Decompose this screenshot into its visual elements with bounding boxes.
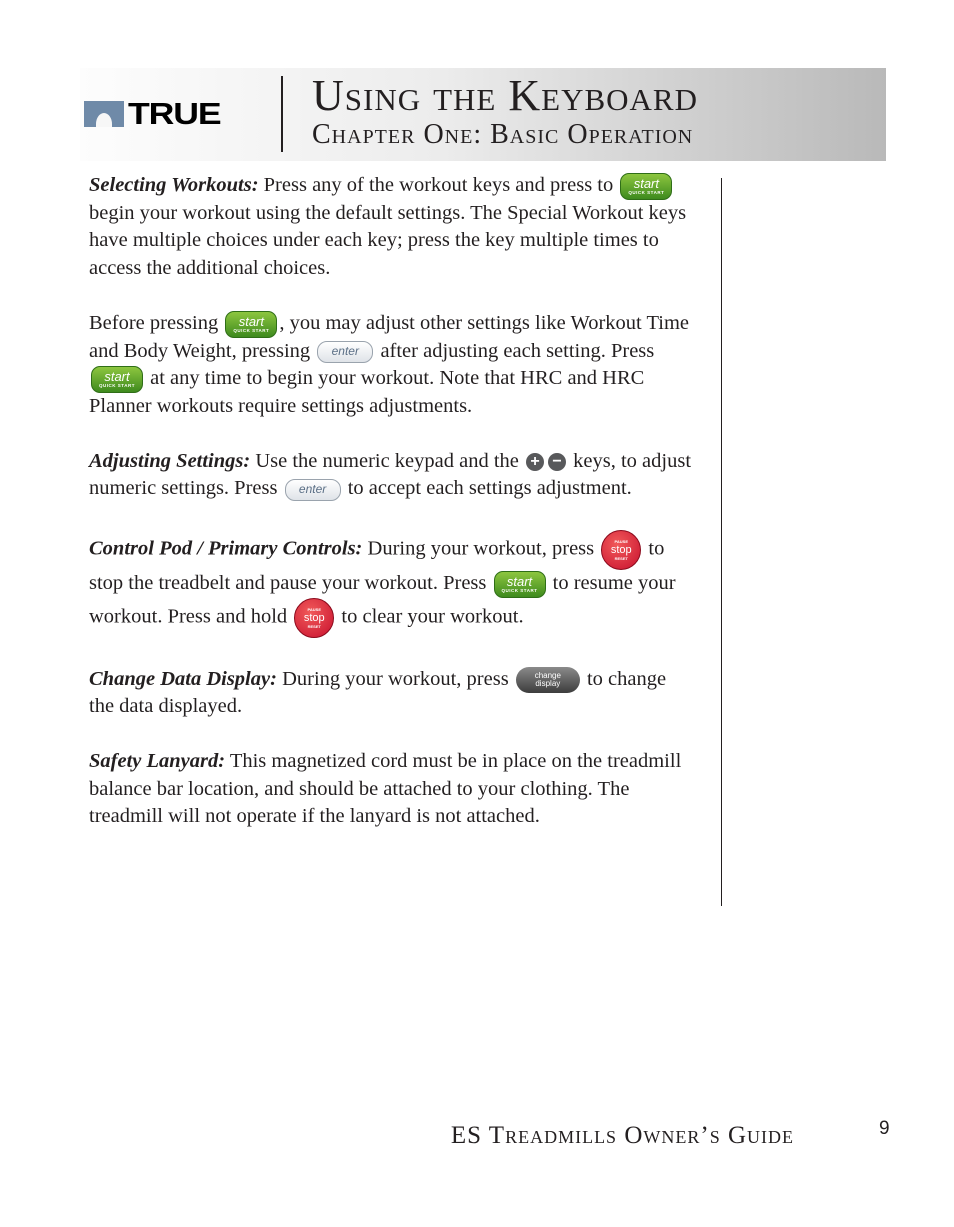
stop-top-label: PAUSE: [307, 607, 322, 613]
text: Use the numeric keypad and the: [250, 449, 525, 472]
text: at any time to begin your workout. Note that HRC and HRC Planner workouts require settings adjustments.: [89, 367, 645, 417]
enter-key-icon: enter: [317, 341, 373, 363]
page-title: Using the Keyboard: [312, 71, 698, 120]
text: During your workout, press: [362, 538, 600, 561]
text: During your workout, press: [276, 667, 514, 690]
start-key-icon: [225, 311, 277, 338]
text: , you may adjust other settings like Workout Time and Body Weight, pressing: [89, 311, 690, 362]
stop-label: stop: [303, 612, 325, 625]
start-sublabel: QUICK START: [501, 588, 538, 594]
text: to clear your workout.: [336, 605, 524, 628]
text: after adjusting each setting. Press: [375, 339, 655, 362]
lead-heading: Adjusting Settings:: [89, 449, 251, 472]
chapter-subtitle: Chapter One: Basic Operation: [312, 119, 694, 150]
logo-text: TRUE: [128, 96, 221, 131]
start-key-icon: [494, 571, 546, 598]
start-label: start: [104, 368, 130, 384]
start-label: start: [238, 313, 264, 329]
plus-key-icon: +: [526, 453, 544, 471]
stop-label: stop: [610, 544, 632, 557]
stop-bottom-label: RESET: [614, 556, 628, 562]
text: to resume your workout. Press and hold: [89, 572, 676, 628]
start-label: start: [633, 175, 660, 191]
lead-heading: Safety Lanyard:: [89, 750, 226, 773]
minus-key-icon: −: [548, 453, 566, 471]
text: begin your workout using the default settings. The Special Workout keys have multiple choices under each key; press the key multiple times to access the additional choices.: [89, 201, 687, 279]
start-label: start: [506, 574, 533, 590]
logo-arc-icon: [84, 101, 124, 127]
change-label: change: [534, 670, 561, 680]
text: Before pressing: [89, 311, 224, 334]
paragraph-safety-lanyard: [89, 748, 695, 831]
text: keys, to adjust numeric settings. Press: [89, 449, 692, 500]
body-text: [89, 172, 695, 858]
stop-key-icon: [294, 598, 334, 638]
guide-title: ES Treadmills Owner’s Guide: [450, 1122, 794, 1149]
start-sublabel: QUICK START: [233, 327, 270, 333]
text: This magnetized cord must be in place on the treadmill balance bar location, and should be attached to your clothing. The treadmill will not operate if the lanyard is not attached.: [89, 750, 682, 828]
paragraph-change-display: [89, 666, 695, 721]
paragraph-selecting-workouts: [89, 172, 695, 282]
text: to change the data displayed.: [89, 667, 667, 718]
text: to stop the treadbelt and pause your workout. Press: [89, 538, 665, 595]
paragraph-adjusting-settings: [89, 448, 695, 503]
change-display-key-icon: [516, 667, 580, 693]
page-number: 9: [879, 1118, 890, 1139]
paragraph-control-pod: [89, 530, 695, 638]
text: Press any of the workout keys and press to: [258, 174, 619, 196]
paragraph-before-pressing: [89, 310, 695, 421]
column-rule: [721, 178, 722, 906]
stop-top-label: PAUSE: [614, 539, 628, 545]
lead-heading: Control Pod / Primary Controls:: [89, 538, 363, 561]
lead-heading: Change Data Display:: [89, 667, 277, 690]
header-divider: [281, 76, 283, 152]
stop-bottom-label: RESET: [307, 624, 321, 630]
start-sublabel: QUICK START: [99, 382, 135, 388]
start-key-icon: [620, 173, 672, 200]
enter-key-icon: enter: [285, 479, 341, 501]
start-sublabel: QUICK START: [628, 189, 665, 195]
start-key-icon: [91, 366, 143, 393]
text: to accept each settings adjustment.: [342, 477, 632, 500]
true-logo: [84, 96, 221, 131]
stop-key-icon: [601, 530, 641, 570]
display-label: display: [535, 678, 561, 688]
lead-heading: Selecting Workouts:: [89, 174, 259, 196]
